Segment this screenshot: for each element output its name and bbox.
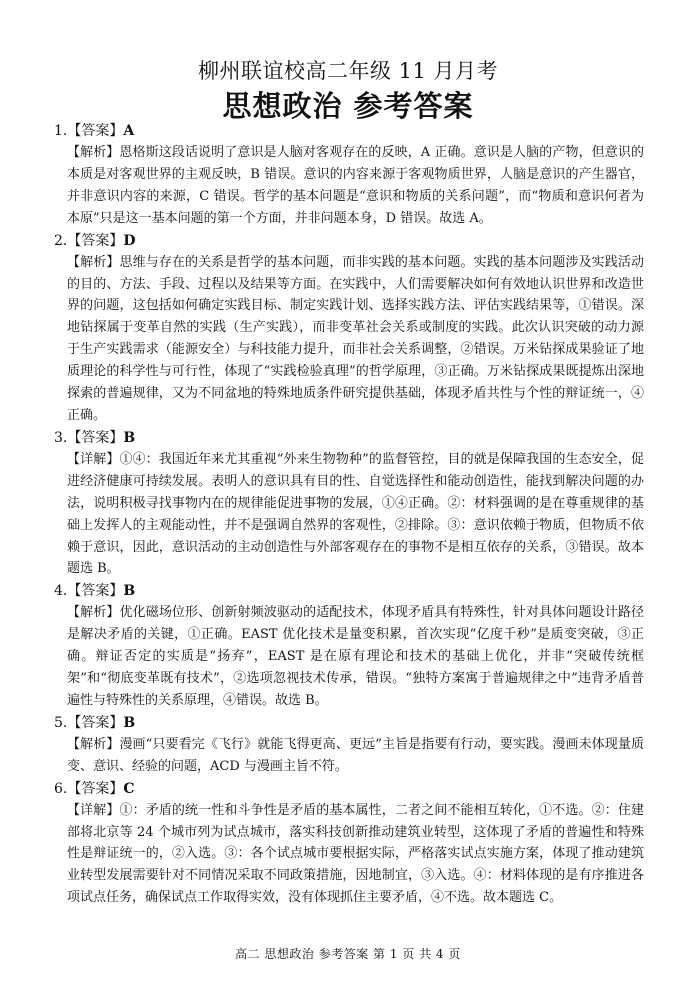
question-item-2 [54,231,644,427]
question-item-1 [54,121,644,230]
question-number: 1. [54,123,68,139]
question-number: 3. [54,429,68,446]
explanation [54,800,644,910]
explanation-text: 恩格斯这段话说明了意识是人脑对客观存在的反映，A 正确。意识是人脑的产物，但意识的本质是对客观世界的主观反映，B 错误。意识的内容来源于客观物质世界，人脑是意识的产生器官，并非意识内容的来源，C 错误。哲学的基本问题是“意识和物质的关系问题”，而“物质和意识何者为本原”只是这一基本问题的第一个方面，并非问题本身，D 错误。故选 A。 [67,145,644,226]
answer-line [54,121,644,142]
answer-line [54,581,644,602]
explanation [54,734,644,778]
question-item-4 [54,581,644,712]
question-item-3 [54,428,644,580]
page-title: 思想政治 参考答案 [222,89,474,123]
explanation-text: 思维与存在的关系是哲学的基本问题，而非实践的基本问题。实践的基本问题涉及实践活动的目的、方法、手段、过程以及结果等方面。在实践中，人们需要解决如何有效地认识世界和改造世界的问题，这包括如何确定实践目标、制定实践计划、选择实践方法、评估实践结果等，①错误。深地钻探属于变革自然的实践（生产实践），而非变革社会关系或制度的实践。此次认识突破的动力源于生产实践需求（能源安全）与科技能力提升，而非社会关系调整，②错误。万米钻探成果验证了地质理论的科学性与可行性，体现了“实践检验真理”的哲学原理，③正确。万米钻探成果既提炼出深地探索的普遍规律，又为不同盆地的特殊地质条件研究提供基础，体现矛盾共性与个性的辩证统一，④正确。 [67,254,644,423]
answer-label: 【答案】 [67,232,124,249]
question-number: 6. [54,780,68,797]
answer-label: 【答案】 [67,583,124,600]
answer-value: A [123,123,135,139]
answer-value: B [123,429,136,446]
answer-line [54,779,644,800]
page-footer: 高二 思想政治 参考答案 第 1 页 共 4 页 [235,947,461,961]
explanation [54,142,644,230]
answer-label: 【答案】 [67,714,124,731]
question-item-5 [54,713,644,778]
answer-label: 【答案】 [67,123,124,139]
explanation-label: 【详解】 [67,802,120,818]
answer-label: 【答案】 [67,780,124,797]
answer-value: B [123,714,136,731]
answer-line [54,713,644,734]
explanation-label: 【解析】 [67,254,120,270]
answer-value: D [123,232,136,249]
explanation [54,252,644,427]
answer-value: C [123,780,135,797]
question-item-6 [54,779,644,910]
explanation-text: ①④：我国近年来尤其重视“外来生物物种”的监督管控，目的就是保障我国的生态安全，促进经济健康可持续发展。表明人的意识具有目的性、自觉选择性和能动创造性，能找到解决问题的办法，说明积极寻找事物内在的规律能促进事物的发展，①④正确。②：材料强调的是在尊重规律的基础上发挥人的主观能动性，并不是强调自然界的客观性，②排除。③：意识依赖于物质，但物质不依赖于意识，因此，意识活动的主动创造性与外部客观存在的事物不是相互依存的关系，③错误。故本题选 B。 [67,451,644,577]
answer-value: B [123,583,136,600]
explanation [54,449,644,580]
explanation-label: 【解析】 [67,605,120,621]
explanation-label: 【解析】 [67,736,120,752]
explanation-label: 【详解】 [67,451,120,467]
question-number: 2. [54,232,68,249]
explanation-text: 漫画“只要看完《飞行》就能飞得更高、更远”主旨是指要有行动，要实践。漫画未体现量质变、意识、经验的问题，ACD 与漫画主旨不符。 [67,736,644,774]
answer-line [54,231,644,252]
explanation-text: 优化磁场位形、创新射频波驱动的适配技术，体现矛盾具有特殊性，针对具体问题设计路径是解决矛盾的关键，①正确。EAST 优化技术是量变积累，首次实现“亿度千秒”是质变突破，③正确。辩证否定的实质是“扬弃”，EAST 是在原有理论和技术的基础上优化，并非“突破传统框架”和“彻底变革既有技术”，②选项忽视技术传承，错误。“独特方案寓于普遍规律之中”违背矛盾普遍性与特殊性的关系原理，④错误。故选 B。 [67,605,644,708]
explanation-text: ①：矛盾的统一性和斗争性是矛盾的基本属性，二者之间不能相互转化，①不选。②：住建部将北京等 24 个城市列为试点城市，落实科技创新推动建筑业转型，这体现了矛盾的普遍性和特殊性是辩证统一的，②入选。③：各个试点城市要根据实际，严格落实试点实施方案，体现了推动建筑业转型发展需要针对不同情况采取不同政策措施，因地制宜，③入选。④：材料体现的是有序推进各项试点任务，确保试点工作取得实效，没有体现抓住主要矛盾，④不选。故本题选 C。 [67,802,644,906]
question-number: 4. [54,583,68,600]
answer-line [54,428,644,449]
explanation-label: 【解析】 [67,145,120,160]
explanation [54,602,644,712]
answer-label: 【答案】 [67,429,124,446]
answer-list [54,121,644,910]
exam-subtitle: 柳州联谊校高二年级 11 月月考 [197,59,499,83]
question-number: 5. [54,714,68,731]
